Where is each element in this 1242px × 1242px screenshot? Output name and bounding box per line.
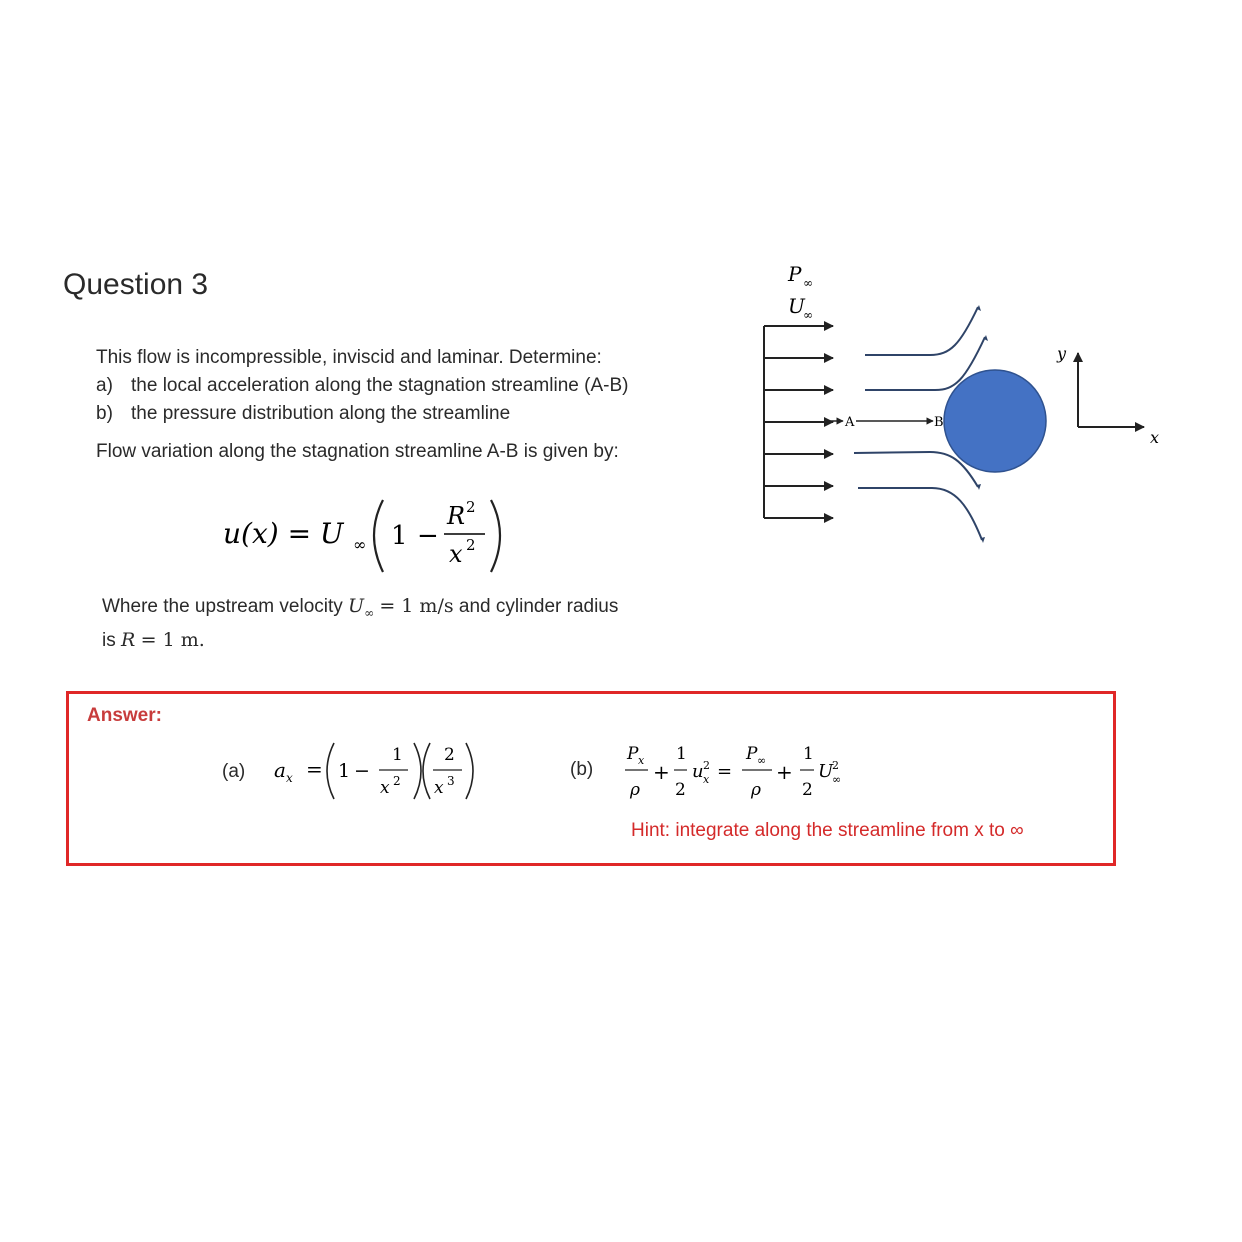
velocity-equation — [215, 488, 525, 583]
intro-text: This flow is incompressible, inviscid and laminar. Determine: — [96, 347, 602, 368]
ans-a-den2: x — [434, 778, 444, 798]
eq-num-exp: 2 — [466, 498, 476, 516]
flow-variation-text: Flow variation along the stagnation streamline A-B is given by: — [96, 441, 619, 462]
given-velocity-value: = 1 m/s — [379, 595, 454, 617]
ans-a-den1: x — [380, 778, 390, 798]
cylinder — [944, 370, 1046, 472]
given-u-symbol: $U_\infty$ — [348, 595, 375, 620]
ans-a-sub: x — [286, 771, 293, 785]
coordinate-axes — [1056, 344, 1159, 447]
given-radius-text: and cylinder radius — [458, 596, 619, 617]
answer-a-label: (a) — [222, 761, 246, 782]
ans-b-uinf-exp: 2 — [832, 759, 839, 772]
eq-sub-inf: ∞ — [353, 535, 367, 554]
ans-a-equals: = — [306, 757, 323, 781]
question-intro — [96, 344, 628, 428]
u-inf-sub: ∞ — [803, 308, 813, 322]
eq-left-paren — [374, 500, 383, 572]
ans-a-paren-1-left — [327, 743, 334, 799]
given-line-2 — [102, 627, 618, 654]
given-radius-value: = 1 m. — [140, 628, 205, 651]
ans-b-uinf: U — [818, 761, 834, 782]
eq-numerator: R — [447, 502, 466, 530]
ans-a-num1: 1 — [392, 745, 403, 765]
inflow-profile — [764, 326, 833, 518]
given-velocity-text: Where the upstream velocity — [102, 596, 343, 617]
ans-b-plus-1: + — [653, 760, 670, 784]
ans-a-paren-2-right — [466, 743, 473, 799]
u-inf-label: U — [788, 294, 805, 318]
item-b-text: the pressure distribution along the streamline — [131, 403, 511, 424]
item-a-text: the local acceleration along the stagnation streamline (A-B) — [131, 375, 629, 396]
eq-den-exp: 2 — [466, 536, 476, 554]
ans-b-uinf-sub: ∞ — [832, 773, 842, 786]
question-title: Question 3 — [63, 268, 209, 301]
given-u-sub: ∞ — [364, 605, 375, 620]
eq-one: 1 — [391, 521, 408, 551]
ans-b-ux-exp: 2 — [703, 759, 710, 772]
ans-b-plus-2: + — [776, 760, 793, 784]
ans-a-symbol: a — [274, 758, 286, 782]
ans-a-minus: − — [354, 760, 370, 782]
eq-right-paren — [491, 500, 500, 572]
eq-lhs: u(x) = U — [223, 517, 344, 550]
streamline-1 — [865, 307, 978, 355]
answer-b-equation — [620, 735, 870, 805]
ans-a-den1-exp: 2 — [393, 774, 401, 788]
ans-b-pinf-sub: ∞ — [757, 754, 767, 767]
item-b — [96, 400, 628, 428]
ans-b-px: P — [627, 744, 639, 764]
given-is-text: is — [102, 629, 116, 651]
ans-b-half-num-1: 1 — [676, 744, 687, 764]
given-line-1 — [102, 593, 618, 627]
point-a-label: A — [845, 415, 855, 430]
point-b-label: B — [934, 415, 944, 430]
ans-a-one: 1 — [338, 760, 351, 782]
ans-b-half-den-1: 2 — [675, 780, 686, 800]
item-b-label: b) — [96, 403, 113, 424]
given-r-symbol: R — [121, 628, 136, 651]
item-a — [96, 372, 628, 400]
answer-b-label: (b) — [570, 759, 594, 780]
streamline-4 — [858, 488, 982, 540]
ans-a-den2-exp: 3 — [447, 774, 455, 788]
ans-b-pinf: P — [746, 744, 758, 764]
answer-a-equation — [268, 735, 493, 805]
ans-a-paren-1-right — [414, 743, 421, 799]
p-inf-label: P — [788, 262, 802, 286]
axis-x-label: x — [1150, 428, 1160, 447]
flow-diagram — [750, 255, 1170, 555]
given-values — [102, 593, 618, 654]
ans-b-ux: u — [692, 761, 704, 782]
ans-b-half-den-2: 2 — [802, 780, 813, 800]
eq-denominator: x — [449, 540, 463, 568]
answer-hint: Hint: integrate along the streamline from x to ∞ — [631, 820, 1024, 841]
ans-b-px-sub: x — [638, 754, 645, 767]
ans-b-rho-2: ρ — [751, 780, 761, 800]
ans-a-paren-2-left — [423, 743, 430, 799]
ans-b-ux-sub: x — [703, 773, 710, 786]
item-a-label: a) — [96, 375, 113, 396]
axis-y-label: y — [1057, 344, 1067, 363]
ans-b-half-num-2: 1 — [803, 744, 814, 764]
ans-b-equals: = — [717, 761, 733, 782]
p-inf-sub: ∞ — [803, 276, 813, 290]
eq-minus: − — [417, 521, 439, 551]
ans-a-num2: 2 — [444, 745, 455, 765]
answer-label: Answer: — [87, 705, 162, 726]
ans-b-rho-1: ρ — [630, 780, 640, 800]
